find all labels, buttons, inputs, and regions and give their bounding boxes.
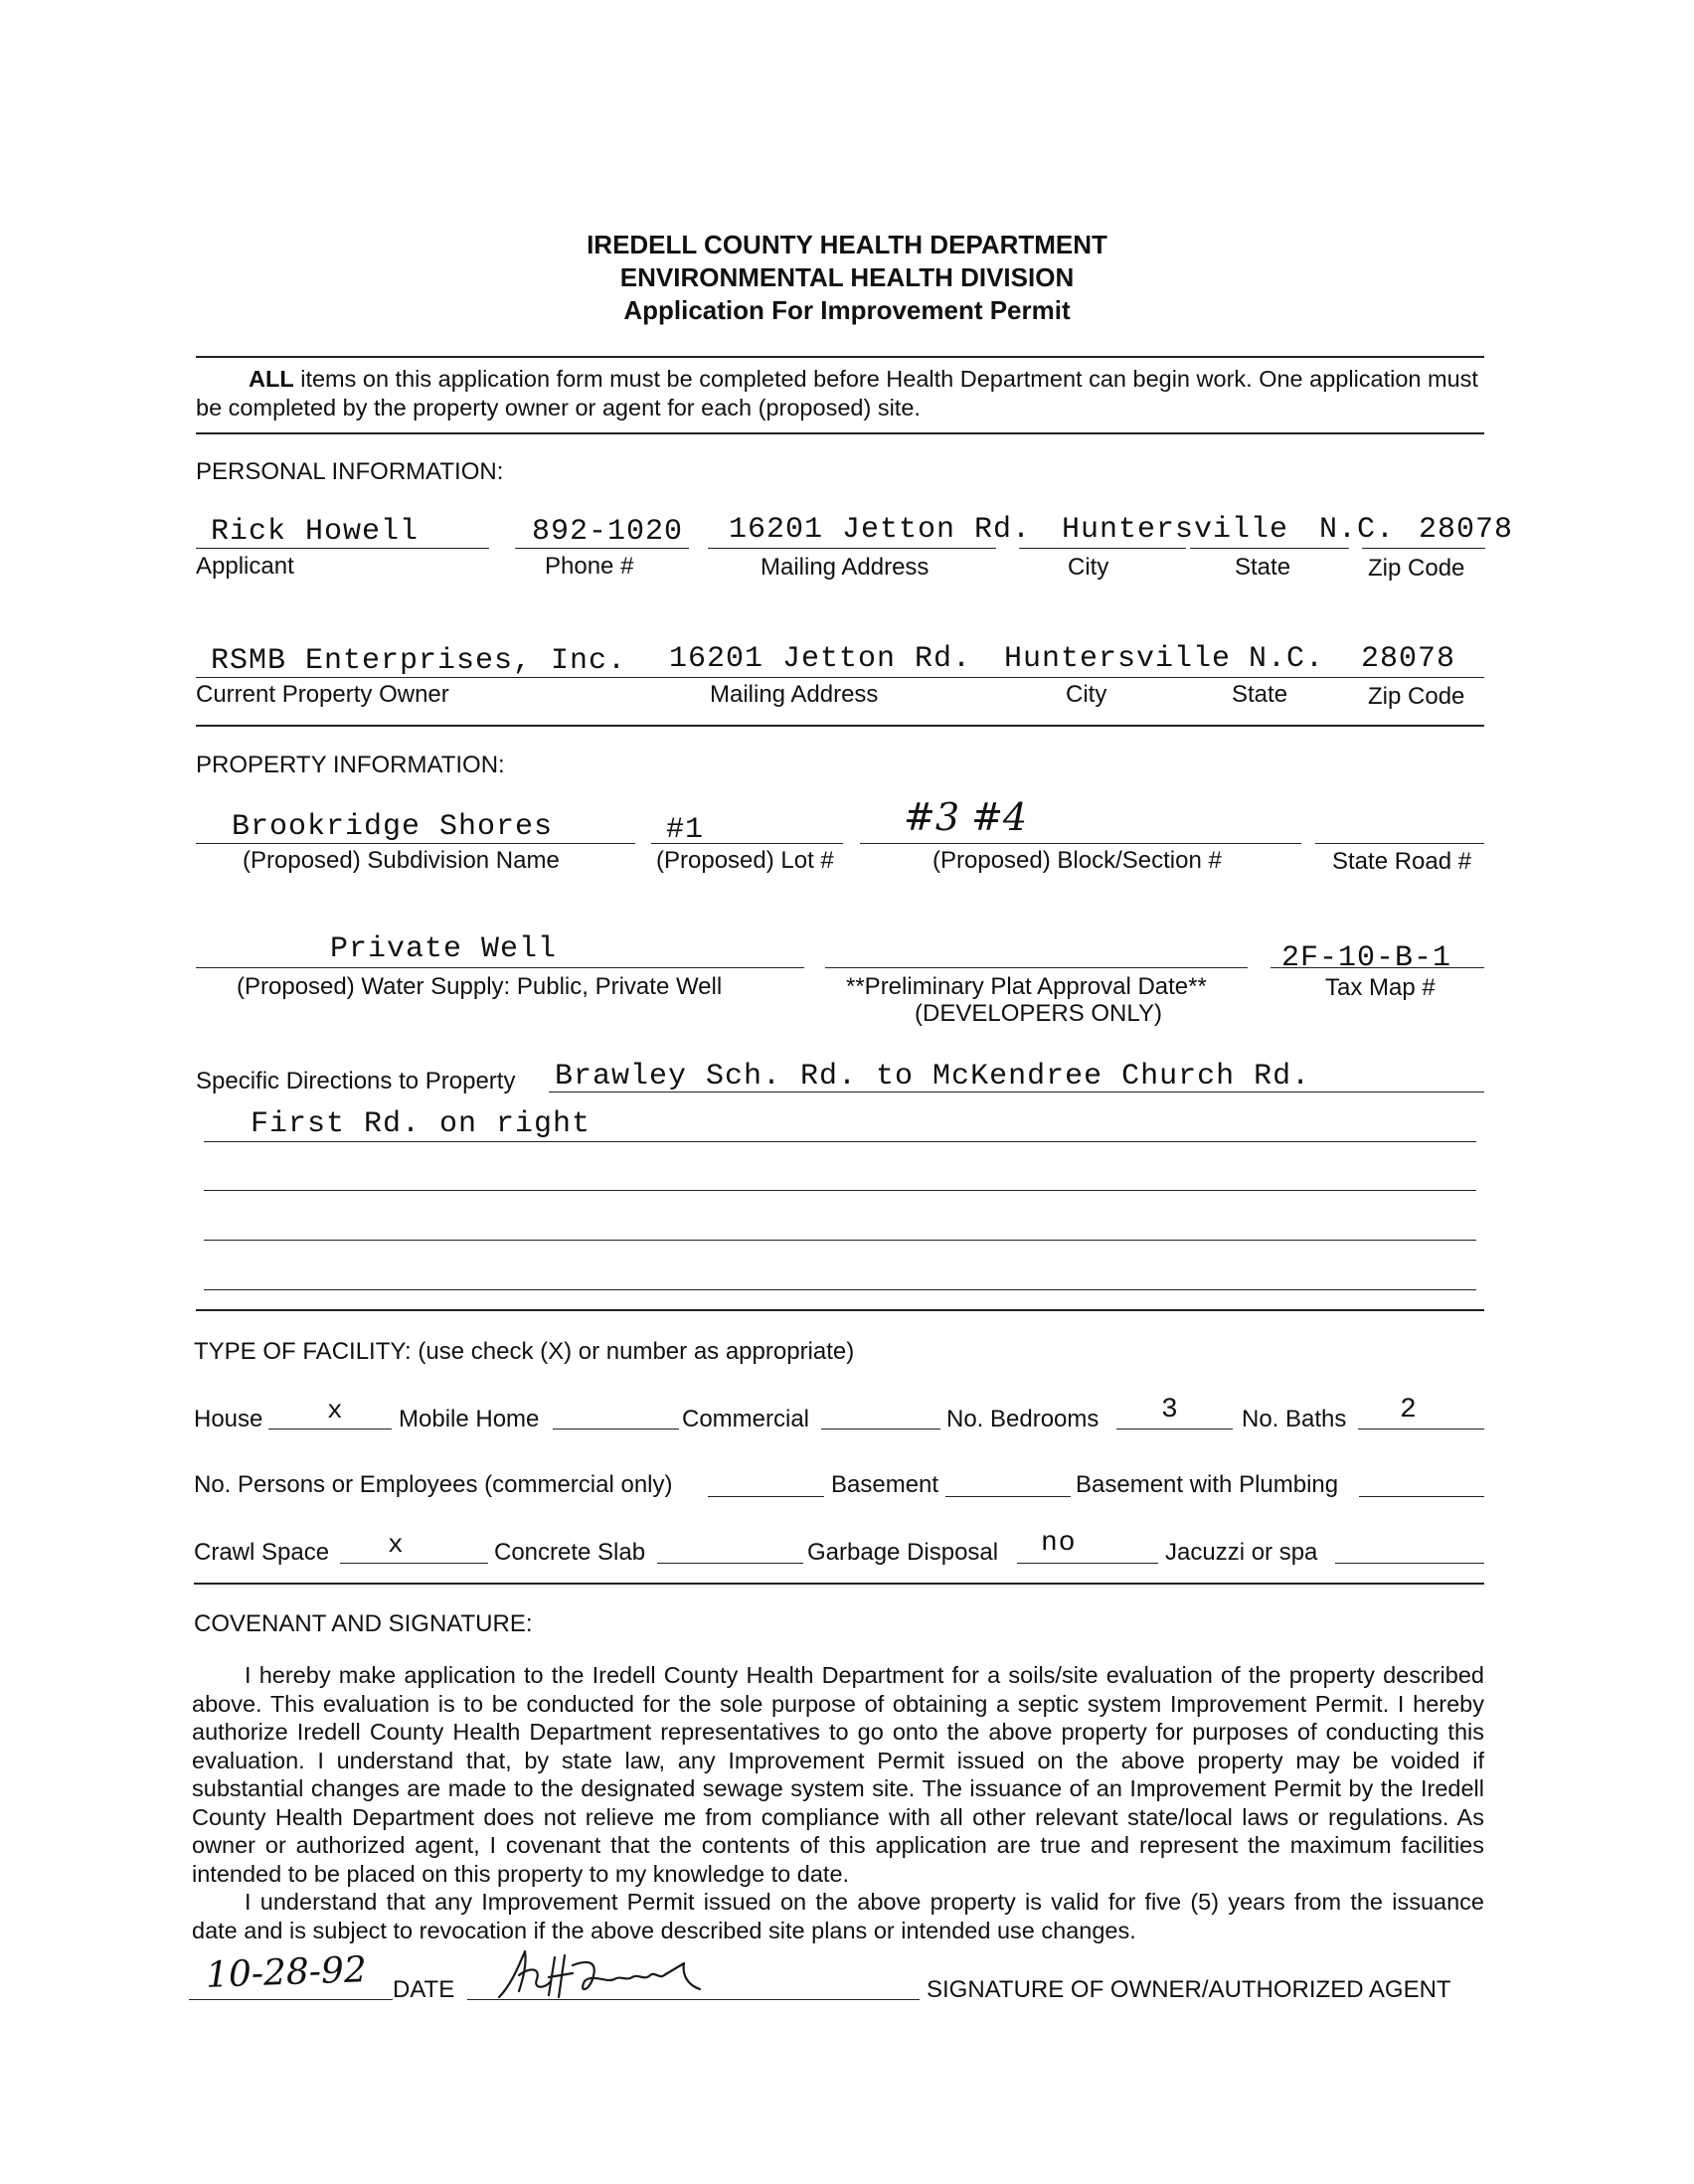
state-road-line — [1315, 843, 1484, 844]
plat-date-line — [825, 967, 1248, 968]
owner-city[interactable]: Huntersville — [1004, 642, 1232, 676]
plat-date-label: **Preliminary Plat Approval Date** — [846, 973, 1207, 1000]
baths-line — [1358, 1428, 1484, 1429]
directions-line-1[interactable]: Brawley Sch. Rd. to McKendree Church Rd. — [555, 1060, 1311, 1093]
owner-address-label: Mailing Address — [710, 681, 879, 708]
zip-label: Zip Code — [1368, 555, 1465, 582]
persons-line — [708, 1496, 824, 1497]
water-supply-value[interactable]: Private Well — [330, 932, 558, 966]
applicant-address[interactable]: 16201 Jetton Rd. — [729, 513, 1032, 547]
jacuzzi-line — [1335, 1563, 1484, 1564]
covenant-heading: COVENANT AND SIGNATURE: — [194, 1610, 533, 1637]
directions-line-3[interactable] — [204, 1158, 1476, 1188]
owner-zip[interactable]: 28078 — [1361, 642, 1456, 676]
water-supply-label: (Proposed) Water Supply: Public, Private Well — [237, 973, 723, 1000]
commercial-label: Commercial — [682, 1406, 810, 1432]
water-supply-line — [196, 967, 804, 968]
applicant-city-line — [1019, 548, 1186, 549]
block-value[interactable]: #3 #4 — [904, 795, 1028, 839]
garbage-disposal-line — [1017, 1563, 1158, 1564]
signature-drawing — [489, 1945, 738, 2005]
directions-line-4[interactable] — [204, 1208, 1476, 1238]
house-value[interactable]: x — [327, 1396, 344, 1426]
basement-plumbing-line — [1359, 1496, 1484, 1497]
header-department: IREDELL COUNTY HEALTH DEPARTMENT — [587, 230, 1107, 259]
block-line — [860, 843, 1301, 844]
plat-date-sublabel: (DEVELOPERS ONLY) — [915, 1000, 1162, 1027]
directions-rule-2 — [204, 1141, 1476, 1142]
basement-line — [945, 1496, 1071, 1497]
tax-map-label: Tax Map # — [1325, 974, 1436, 1001]
applicant-city[interactable]: Huntersville — [1062, 513, 1289, 547]
bedrooms-value[interactable]: 3 — [1161, 1395, 1179, 1426]
property-rule — [196, 1309, 1484, 1311]
personal-rule — [196, 725, 1484, 727]
date-line — [189, 1999, 393, 2000]
baths-value[interactable]: 2 — [1400, 1395, 1418, 1426]
basement-value[interactable] — [945, 1465, 1071, 1493]
current-owner-label: Current Property Owner — [196, 681, 449, 708]
owner-line — [196, 677, 1484, 678]
directions-rule-3 — [204, 1190, 1476, 1191]
owner-state[interactable]: N.C. — [1249, 642, 1325, 676]
state-road-label: State Road # — [1332, 848, 1472, 875]
phone-label: Phone # — [545, 553, 634, 580]
covenant-text — [192, 1661, 1484, 1944]
applicant-zip-line — [1362, 548, 1485, 549]
garbage-disposal-value[interactable]: no — [1041, 1528, 1077, 1559]
garbage-disposal-label: Garbage Disposal — [807, 1539, 999, 1566]
lot-line — [651, 843, 843, 844]
persons-value[interactable] — [708, 1465, 824, 1493]
lot-value[interactable]: #1 — [666, 813, 705, 847]
owner-name[interactable]: RSMB Enterprises, Inc. — [211, 644, 627, 678]
state-label: State — [1235, 554, 1291, 581]
persons-label: No. Persons or Employees (commercial only) — [194, 1471, 673, 1498]
mobile-home-value[interactable] — [553, 1398, 679, 1426]
concrete-slab-line — [657, 1563, 803, 1564]
mobile-home-label: Mobile Home — [399, 1406, 540, 1432]
commercial-value[interactable] — [821, 1398, 940, 1426]
basement-label: Basement — [831, 1471, 939, 1498]
directions-label: Specific Directions to Property — [196, 1068, 516, 1094]
house-line — [268, 1428, 392, 1429]
facility-rule — [194, 1583, 1484, 1585]
crawl-space-value[interactable]: x — [388, 1530, 405, 1560]
jacuzzi-label: Jacuzzi or spa — [1165, 1539, 1318, 1566]
directions-rule-5 — [204, 1289, 1476, 1290]
applicant-name-line — [196, 548, 489, 549]
state-road-value[interactable] — [1301, 815, 1480, 845]
concrete-slab-value[interactable] — [657, 1531, 803, 1559]
signature-line — [467, 1999, 920, 2000]
mailing-address-label: Mailing Address — [761, 554, 930, 581]
tax-map-value[interactable]: 2F-10-B-1 — [1281, 941, 1452, 975]
applicant-phone[interactable]: 892-1020 — [532, 515, 684, 549]
facility-heading: TYPE OF FACILITY: (use check (X) or number as appropriate) — [194, 1338, 855, 1365]
applicant-phone-line — [515, 548, 689, 549]
personal-heading: PERSONAL INFORMATION: — [196, 458, 504, 485]
basement-plumbing-value[interactable] — [1359, 1465, 1484, 1493]
bedrooms-label: No. Bedrooms — [946, 1406, 1100, 1432]
commercial-line — [821, 1428, 940, 1429]
subdivision-line — [196, 843, 635, 844]
intro-rest: items on this application form must be completed before Health Department can begin work. One application must be completed by the property owner or agent for each (proposed) site. — [196, 366, 1478, 420]
header-form-title: Application For Improvement Permit — [623, 295, 1071, 325]
concrete-slab-label: Concrete Slab — [494, 1539, 646, 1566]
jacuzzi-value[interactable] — [1335, 1531, 1484, 1559]
covenant-paragraph-2: I understand that any Improvement Permit issued on the above property is valid for five (5) years from the issuance date and is subject to revocation if the above described site plans or intended use changes. — [192, 1889, 1484, 1943]
crawl-space-label: Crawl Space — [194, 1539, 330, 1566]
house-label: House — [194, 1406, 263, 1432]
signature-label: SIGNATURE OF OWNER/AUTHORIZED AGENT — [927, 1976, 1451, 2003]
tax-map-line — [1270, 967, 1484, 968]
directions-line-2[interactable]: First Rd. on right — [251, 1107, 592, 1141]
applicant-name[interactable]: Rick Howell — [211, 515, 420, 549]
applicant-address-line — [708, 548, 996, 549]
owner-city-label: City — [1066, 681, 1107, 708]
mobile-home-line — [553, 1428, 679, 1429]
directions-rule-4 — [204, 1240, 1476, 1241]
applicant-state-line — [1190, 548, 1349, 549]
crawl-space-line — [340, 1563, 488, 1564]
applicant-zip[interactable]: 28078 — [1419, 513, 1514, 547]
subdivision-label: (Proposed) Subdivision Name — [243, 847, 560, 874]
lot-label: (Proposed) Lot # — [656, 847, 834, 874]
covenant-paragraph-1: I hereby make application to the Iredell County Health Department for a soils/site evaluation of the property described above. This evaluation is to be conducted for the sole purpose of obtaining a septic system Improvement Permit. I hereby authorize Iredell County Health Department representatives to go onto the above property for purposes of conducting this evaluation. I understand that, by state law, any Improvement Permit issued on the above property may be voided if substantial changes are made to the designated sewage system site. The issuance of an Improvement Permit by the Iredell County Health Department does not relieve me from compliance with all other relevant state/local laws or regulations. As owner or authorized agent, I covenant that the contents of this application are true and represent the maximum facilities intended to be placed on this property to my knowledge to date. — [192, 1662, 1484, 1887]
block-label: (Proposed) Block/Section # — [932, 847, 1222, 874]
header-rule — [196, 356, 1484, 358]
intro-rule — [196, 432, 1484, 434]
applicant-label: Applicant — [196, 553, 294, 580]
date-label: DATE — [393, 1976, 455, 2003]
directions-line-5[interactable] — [204, 1258, 1476, 1287]
owner-address[interactable]: 16201 Jetton Rd. — [669, 642, 972, 676]
subdivision-value[interactable]: Brookridge Shores — [232, 810, 554, 844]
intro-text — [196, 365, 1488, 421]
header-division: ENVIRONMENTAL HEALTH DIVISION — [619, 262, 1075, 292]
property-heading: PROPERTY INFORMATION: — [196, 752, 505, 778]
bedrooms-line — [1116, 1428, 1233, 1429]
intro-bold: ALL — [249, 366, 294, 392]
owner-zip-label: Zip Code — [1368, 683, 1465, 710]
signature[interactable] — [489, 1945, 738, 2005]
city-label: City — [1068, 554, 1109, 581]
date-value[interactable]: 10-28-92 — [205, 1949, 368, 1996]
baths-label: No. Baths — [1242, 1406, 1347, 1432]
owner-state-label: State — [1232, 681, 1288, 708]
applicant-state[interactable]: N.C. — [1319, 513, 1396, 547]
basement-plumbing-label: Basement with Plumbing — [1076, 1471, 1339, 1498]
plat-date-value[interactable] — [825, 939, 1243, 969]
